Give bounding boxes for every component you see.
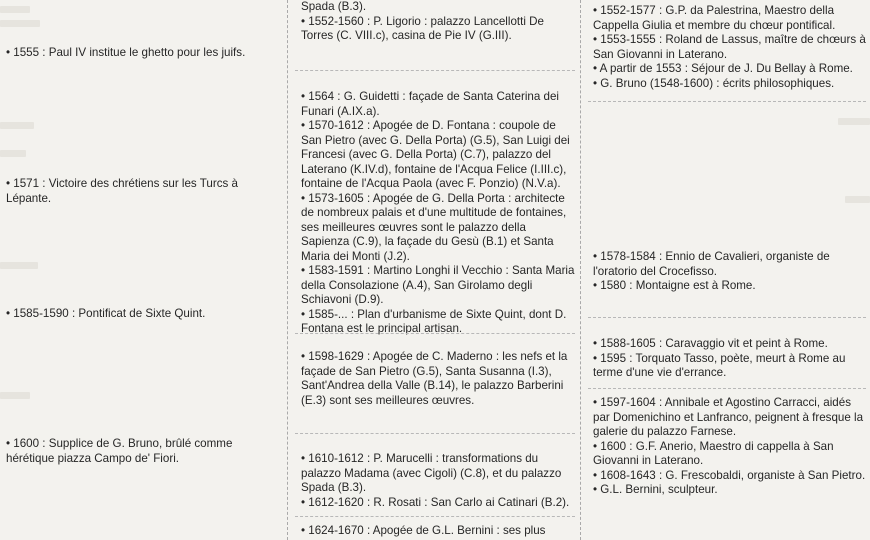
arts-entry: • 1608-1643 : G. Frescobaldi, organiste à San Pietro. [593, 468, 866, 482]
section-separator [295, 333, 575, 334]
arts-block [593, 337, 867, 381]
history-entry-text: • 1585-1590 : Pontificat de Sixte Quint. [6, 307, 206, 320]
section-separator [588, 388, 866, 389]
section-separator [295, 433, 575, 434]
arts-entry: • G.L. Bernini, sculpteur. [593, 483, 718, 496]
history-entry [6, 437, 256, 466]
architecture-entry: • 1570-1612 : Apogée de D. Fontana : coupole de San Pietro (avec G. Della Porta) (G.5), San Luigi dei Francesi (avec G. Della Porta) (C.7), palazzo del Laterano (K.IV.d), fontaine de l'Acqua Felice (I.III.c), fontaine de l'Acqua Paola (avec F. Ponzio) (N.V.a). [301, 119, 570, 190]
arts-entry: • 1600 : G.F. Anerio, Maestro di cappella à San Giovanni in Laterano. [593, 439, 834, 467]
arts-entry: • G. Bruno (1548-1600) : écrits philosophiques. [593, 76, 835, 90]
arts-entry: • 1552-1577 : G.P. da Palestrina, Maestro della Cappella Giulia et membre du chœur pontifical. [593, 4, 836, 32]
history-entry [6, 46, 282, 61]
history-entry [6, 307, 282, 322]
history-column [0, 0, 287, 540]
section-separator [588, 317, 866, 318]
architecture-column [287, 0, 580, 540]
section-separator [295, 516, 575, 517]
architecture-entry: • 1624-1670 : Apogée de G.L. Bernini : ses plus [301, 524, 546, 537]
architecture-block [301, 350, 576, 408]
arts-entry: • 1580 : Montaigne est à Rome. [593, 279, 756, 292]
architecture-entry: • 1564 : G. Guidetti : façade de Santa Caterina dei Funari (A.IX.a). [301, 90, 559, 118]
arts-entry: • 1588-1605 : Caravaggio vit et peint à Rome. [593, 337, 828, 350]
arts-entry: • A partir de 1553 : Séjour de J. Du Bellay à Rome. [593, 62, 853, 75]
arts-block [593, 250, 867, 294]
architecture-entry: • 1573-1605 : Apogée de G. Della Porta : architecte de nombreux palais et d'une multitude de fontaines, ses meilleures œuvres sont le palazzo della Sapienza (C.9), la façade du Gesù (B.1) et Santa Maria dei Monti (J.2). [301, 191, 567, 263]
architecture-block [301, 0, 576, 44]
architecture-entry: • 1583-1591 : Martino Longhi il Vecchio : Santa Maria della Consolazione (A.4), San Girolamo degli Schiavoni (D.9). [301, 264, 575, 306]
section-separator [295, 70, 575, 71]
arts-entry: • 1578-1584 : Ennio de Cavalieri, organiste de l'oratorio del Crocefisso. [593, 250, 830, 278]
arts-entry: • 1595 : Torquato Tasso, poète, meurt à Rome au terme d'une vie d'errance. [593, 351, 846, 379]
architecture-entry: • 1612-1620 : R. Rosati : San Carlo ai Catinari (B.2). [301, 495, 570, 509]
architecture-entry: • 1610-1612 : P. Marucelli : transformations du palazzo Madama (avec Cigoli) (C.8), et du palazzo Spada (B.3). [301, 452, 562, 494]
architecture-entry: • 1552-1560 : P. Ligorio : palazzo Lancellotti De Torres (C. VIII.c), casina de Pie IV (G.III). [301, 14, 544, 42]
arts-block [593, 396, 867, 498]
history-entry-text: • 1555 : Paul IV institue le ghetto pour les juifs. [6, 46, 246, 59]
history-entry [6, 177, 282, 206]
arts-entry: • 1597-1604 : Annibale et Agostino Carracci, aidés par Domenichino et Lanfranco, peignent à fresque la galerie du palazzo Farnese. [593, 396, 864, 438]
arts-entry: • 1553-1555 : Roland de Lassus, maître de chœurs à San Giovanni in Laterano. [593, 33, 866, 61]
architecture-block [301, 452, 576, 510]
arts-block [593, 4, 867, 91]
architecture-block [301, 524, 576, 539]
history-entry-text: • 1571 : Victoire des chrétiens sur les Turcs à Lépante. [6, 177, 238, 205]
section-separator [588, 101, 866, 102]
history-entry-text: • 1600 : Supplice de G. Bruno, brûlé comme hérétique piazza Campo de' Fiori. [6, 437, 233, 465]
architecture-entry: • 1585-... : Plan d'urbanisme de Sixte Quint, dont D. Fontana est le principal artisan. [301, 307, 567, 335]
architecture-entry: • 1598-1629 : Apogée de C. Maderno : les nefs et la façade de San Pietro (G.5), Santa Susanna (I.3), Sant'Andrea della Valle (B.14), le palazzo Barberini (E.3) sont ses meilleures œuvres. [301, 350, 568, 407]
architecture-block [301, 90, 576, 337]
arts-column [580, 0, 870, 540]
architecture-entry: Spada (B.3). [301, 0, 367, 13]
